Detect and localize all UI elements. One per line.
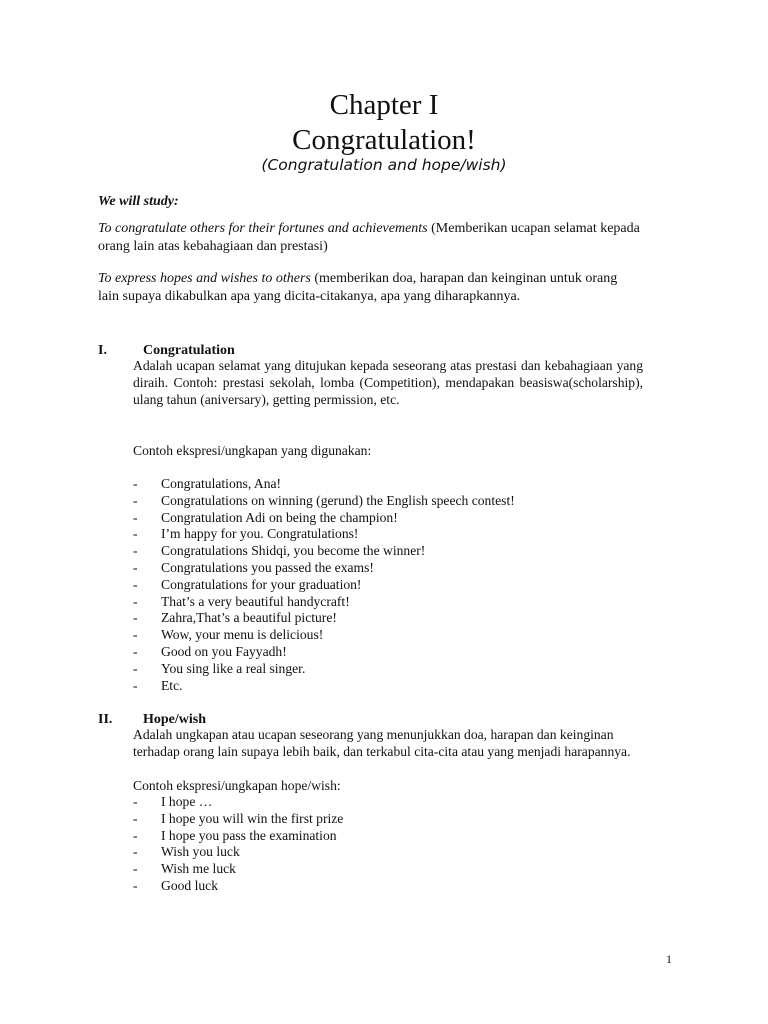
list-item: - Congratulations Shidqi, you become the winner! — [133, 543, 426, 559]
list-item: - I hope you will win the first prize — [133, 810, 344, 826]
objective-1 — [98, 220, 658, 255]
dash-marker: - — [133, 543, 138, 559]
list-item: - Congratulations for your graduation! — [133, 576, 362, 592]
congratulation-definition: Adalah ucapan selamat yang ditujukan kepada seseorang atas prestasi dan kebahagiaan yang diraih. Contoh: prestasi sekolah, lomba (Competition), mendapakan beasiswa(scholarship), ulang tahun (aniversary), getting permission, etc. — [133, 358, 643, 407]
section-title: Hope/wish — [143, 712, 207, 727]
dash-marker: - — [133, 810, 138, 826]
dash-marker: - — [133, 610, 138, 626]
list-item: - Etc. — [133, 677, 183, 693]
list-item: - Wow, your menu is delicious! — [133, 627, 324, 643]
list-item: - Congratulations, Ana! — [133, 476, 282, 491]
section-number: I. — [98, 343, 107, 358]
dash-marker: - — [133, 861, 138, 877]
dash-marker: - — [133, 844, 138, 860]
list-item: - Zahra,That’s a beautiful picture! — [133, 610, 337, 626]
list-item: - That’s a very beautiful handycraft! — [133, 593, 350, 609]
list-item: - Good on you Fayyadh! — [133, 643, 287, 659]
dash-marker: - — [133, 643, 138, 659]
list-item: - Wish me luck — [133, 861, 236, 877]
page-number: 1 — [666, 952, 672, 966]
dash-marker: - — [133, 593, 138, 609]
objective-2 — [98, 270, 628, 305]
dash-marker: - — [133, 660, 138, 676]
congratulation-examples-intro: Contoh ekspresi/ungkapan yang digunakan: — [133, 443, 372, 458]
dash-marker: - — [133, 677, 138, 693]
dash-marker: - — [133, 627, 138, 643]
congratulation-examples-list — [133, 476, 515, 694]
dash-marker: - — [133, 576, 138, 592]
list-item: - Congratulations on winning (gerund) the English speech contest! — [133, 492, 515, 508]
list-item: - Congratulations you passed the exams! — [133, 559, 374, 575]
chapter-heading: Congratulation! — [292, 124, 476, 156]
section-title: Congratulation — [143, 343, 235, 358]
list-item: - Good luck — [133, 877, 219, 893]
dash-marker: - — [133, 559, 138, 575]
list-item: - Congratulation Adi on being the champion! — [133, 509, 398, 525]
chapter-subtitle: (Congratulation and hope/wish) — [261, 156, 507, 174]
hope-wish-examples-list — [133, 794, 343, 895]
dash-marker: - — [133, 476, 138, 491]
list-item: - You sing like a real singer. — [133, 660, 306, 676]
objective-1-translation: (Memberikan ucapan selamat kepada orang lain atas kebahagiaan dan prestasi) — [98, 221, 640, 254]
hope-wish-definition: Adalah ungkapan atau ucapan seseorang yang menunjukkan doa, harapan dan keinginan terhadap orang lain supaya lebih baik, dan terkabul cita-cita atau yang menjadi harapannya. — [133, 727, 631, 759]
dash-marker: - — [133, 794, 138, 809]
list-item: - I hope you pass the examination — [133, 827, 337, 843]
hope-wish-examples-intro: Contoh ekspresi/ungkapan hope/wish: — [133, 778, 341, 793]
study-heading: We will study: — [98, 194, 179, 209]
list-item: - Wish you luck — [133, 844, 240, 860]
objective-1-english: To congratulate others for their fortunes and achievements — [98, 221, 428, 236]
dash-marker: - — [133, 827, 138, 843]
dash-marker: - — [133, 877, 138, 893]
objective-2-english: To express hopes and wishes to others — [98, 271, 311, 286]
list-item: - I’m happy for you. Congratulations! — [133, 526, 359, 542]
chapter-title: Chapter I — [329, 89, 439, 121]
dash-marker: - — [133, 492, 138, 508]
section-number: II. — [98, 712, 113, 727]
list-item: - I hope … — [133, 794, 213, 809]
dash-marker: - — [133, 509, 138, 525]
dash-marker: - — [133, 526, 138, 542]
objective-2-translation: (memberikan doa, harapan dan keinginan untuk orang lain supaya dikabulkan apa yang dicita-citakanya, apa yang diharapkannya. — [98, 271, 618, 304]
